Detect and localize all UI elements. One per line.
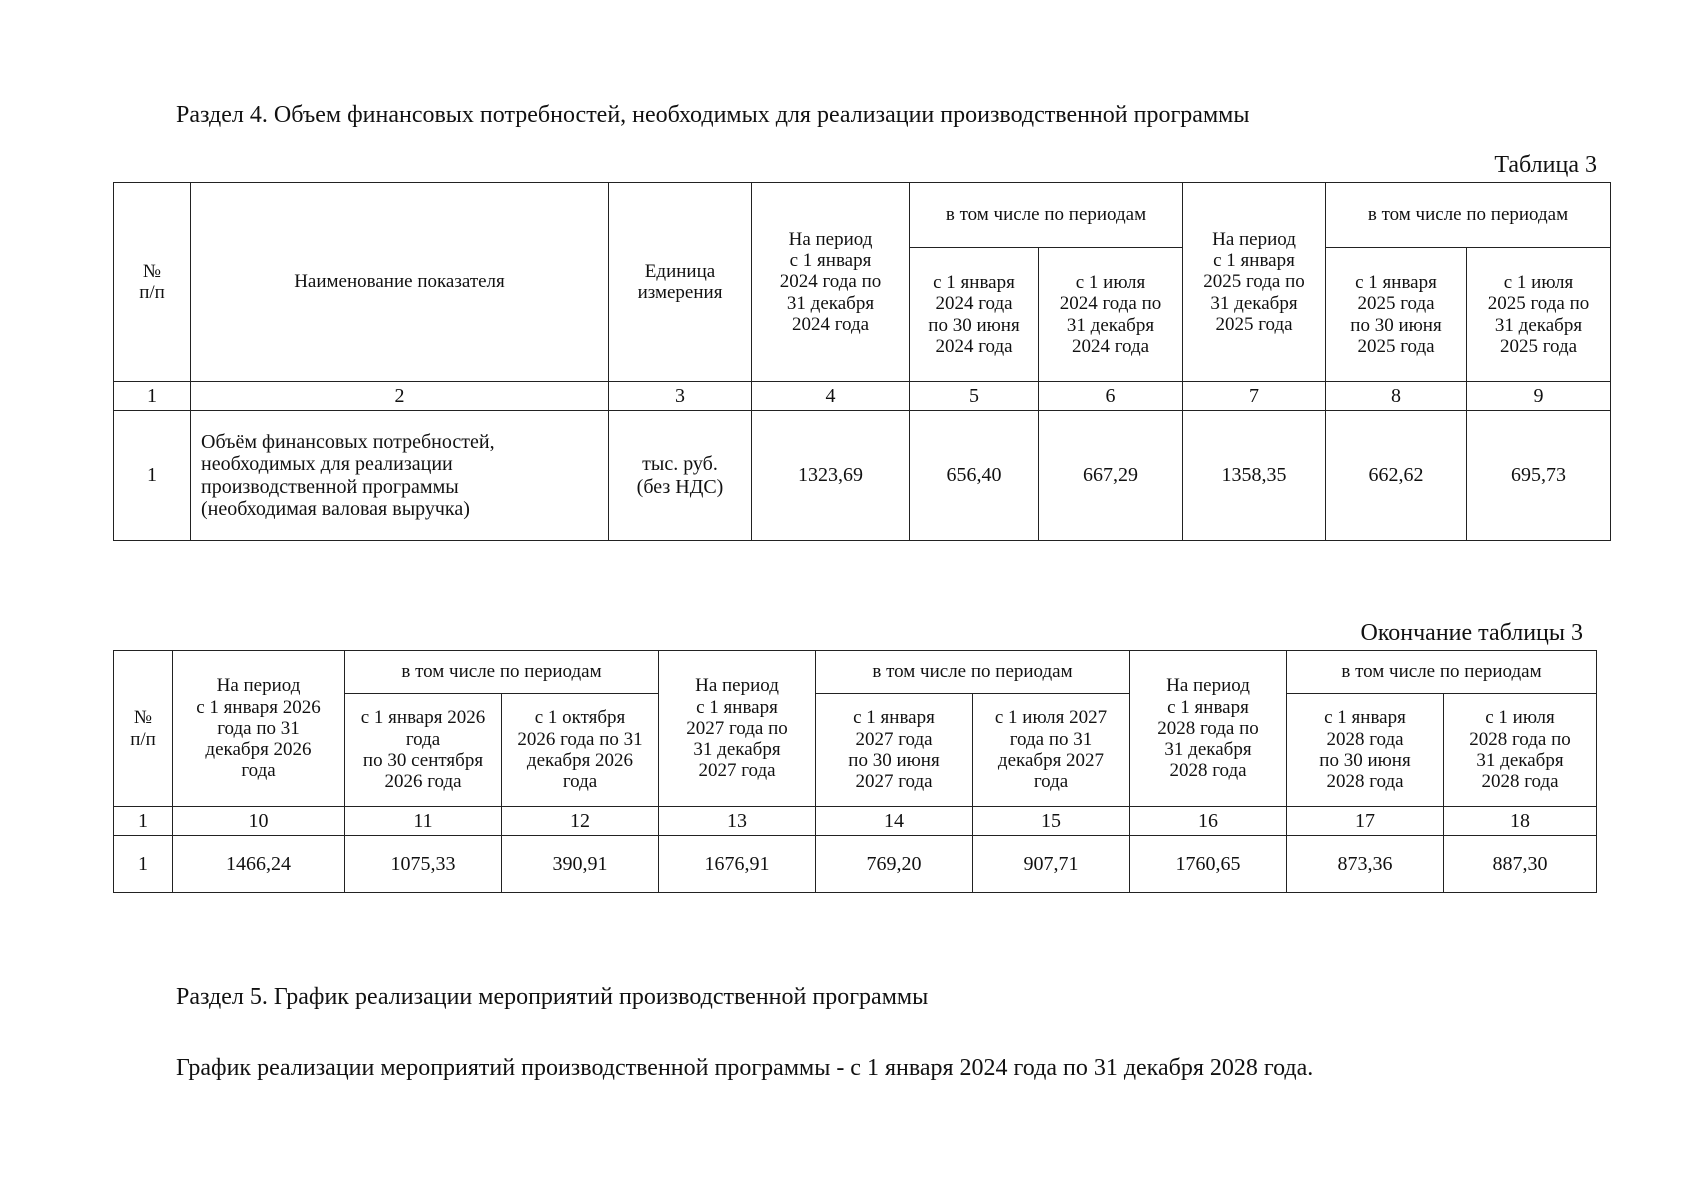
col-number: 12 [502,807,659,836]
row-num: 1 [114,836,173,893]
value-cell: 1466,24 [173,836,345,893]
col-number: 4 [752,382,910,411]
table-row [114,411,1611,541]
header-incl-2027: в том числе по периодам [816,651,1130,694]
value-cell: 695,73 [1467,411,1611,541]
row-name: Объём финансовых потребностей, необходимых для реализации производственной программы (необходимая валовая выручка) [191,411,609,541]
col-number: 6 [1039,382,1183,411]
value-cell: 907,71 [973,836,1130,893]
col-number: 16 [1130,807,1287,836]
table3 [113,182,1611,541]
header-2028-h1: с 1 января 2028 года по 30 июня 2028 года [1287,694,1444,807]
row-unit: тыс. руб. (без НДС) [609,411,752,541]
value-cell: 656,40 [910,411,1039,541]
value-cell: 390,91 [502,836,659,893]
header-name: Наименование показателя [191,183,609,382]
header-period-2026: На период с 1 января 2026 года по 31 декабря 2026 года [173,651,345,807]
header-incl-2025: в том числе по периодам [1326,183,1611,248]
section5-heading: Раздел 5. График реализации мероприятий производственной программы [176,984,929,1010]
header-2027-h1: с 1 января 2027 года по 30 июня 2027 года [816,694,973,807]
table-row [114,836,1597,893]
value-cell: 1323,69 [752,411,910,541]
col-number: 7 [1183,382,1326,411]
header-num: № п/п [114,183,191,382]
section4-heading: Раздел 4. Объем финансовых потребностей, необходимых для реализации производственной программы [176,102,1250,128]
header-h2-2025: с 1 июля 2025 года по 31 декабря 2025 года [1467,248,1611,382]
table3-caption: Таблица 3 [1494,152,1597,178]
col-number: 2 [191,382,609,411]
value-cell: 1075,33 [345,836,502,893]
header-2028-h2: с 1 июля 2028 года по 31 декабря 2028 года [1444,694,1597,807]
header-2026-part2: с 1 октября 2026 года по 31 декабря 2026 года [502,694,659,807]
value-cell: 1358,35 [1183,411,1326,541]
col-number: 18 [1444,807,1597,836]
col-number: 1 [114,382,191,411]
col-number: 15 [973,807,1130,836]
header-h2-2024: с 1 июля 2024 года по 31 декабря 2024 года [1039,248,1183,382]
col-number: 3 [609,382,752,411]
header-incl-2026: в том числе по периодам [345,651,659,694]
row-num: 1 [114,411,191,541]
header-2027-h2: с 1 июля 2027 года по 31 декабря 2027 года [973,694,1130,807]
header-period-2024: На период с 1 января 2024 года по 31 декабря 2024 года [752,183,910,382]
section5-text: График реализации мероприятий производственной программы - с 1 января 2024 года по 31 декабря 2028 года. [176,1055,1314,1081]
col-number: 9 [1467,382,1611,411]
header-unit: Единица измерения [609,183,752,382]
table3-end [113,650,1597,893]
value-cell: 667,29 [1039,411,1183,541]
col-number: 13 [659,807,816,836]
header-2026-part1: с 1 января 2026 года по 30 сентября 2026 года [345,694,502,807]
header-period-2028: На период с 1 января 2028 года по 31 декабря 2028 года [1130,651,1287,807]
header-period-2027: На период с 1 января 2027 года по 31 декабря 2027 года [659,651,816,807]
header-incl-2024: в том числе по периодам [910,183,1183,248]
header-h1-2024: с 1 января 2024 года по 30 июня 2024 года [910,248,1039,382]
header-incl-2028: в том числе по периодам [1287,651,1597,694]
col-number: 8 [1326,382,1467,411]
value-cell: 769,20 [816,836,973,893]
header-h1-2025: с 1 января 2025 года по 30 июня 2025 года [1326,248,1467,382]
table3-end-caption: Окончание таблицы 3 [1360,620,1583,646]
header-period-2025: На период с 1 января 2025 года по 31 декабря 2025 года [1183,183,1326,382]
header-num: № п/п [114,651,173,807]
value-cell: 887,30 [1444,836,1597,893]
col-number: 14 [816,807,973,836]
value-cell: 873,36 [1287,836,1444,893]
value-cell: 662,62 [1326,411,1467,541]
col-number: 1 [114,807,173,836]
col-number: 5 [910,382,1039,411]
value-cell: 1760,65 [1130,836,1287,893]
value-cell: 1676,91 [659,836,816,893]
col-number: 11 [345,807,502,836]
col-number: 10 [173,807,345,836]
col-number: 17 [1287,807,1444,836]
